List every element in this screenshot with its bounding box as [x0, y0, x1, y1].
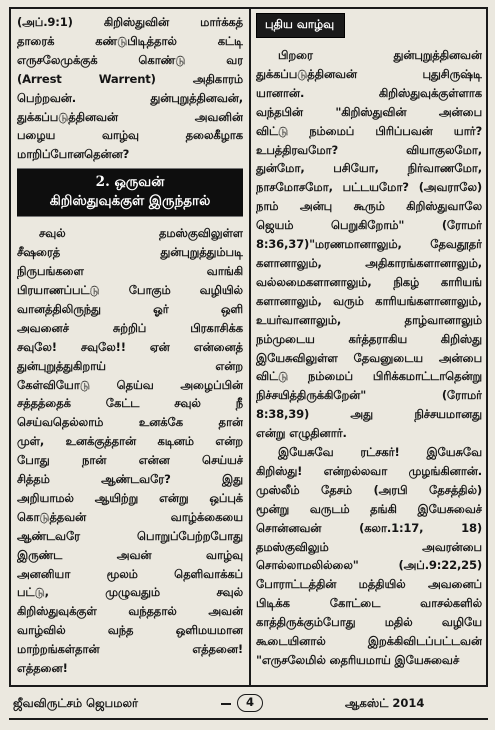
text-line: நம்முடைய கர்த்தராகிய கிறிஸ்து — [256, 331, 482, 346]
right-column — [256, 13, 482, 670]
text-line: ஜெயம் பெறுகிறோம்" (ரோமர் — [256, 218, 482, 233]
text-line: தமஸ்குவிலும் அவரன்பை — [256, 539, 482, 554]
text-line: பிடிக்க கோட்டை வாசல்களில் — [256, 596, 482, 611]
text-line: 8:38,39) அது நிச்சயமானது — [256, 407, 482, 422]
text-line: வல்லமைகளானாலும், நிகழ் காரியங் — [256, 274, 482, 289]
text-line: களானாலும், வரும் காரியங்களானாலும், — [256, 293, 482, 308]
text-line: முஸ்லீம் தேசம் (அரபி தேசத்தில்) — [256, 482, 482, 497]
text-line: முள், உனக்குத்தான் கடினம் என்ற — [17, 434, 243, 449]
text-line: போராட்டத்தின் மத்தியில் அவனைப் — [256, 577, 482, 592]
body-paragraph — [17, 224, 243, 678]
text-line: இயேசுவே ரட்சகர்! இயேசுவே — [278, 445, 482, 460]
text-line: ஆண்டவரே பொறுப்பேற்றபோது — [17, 528, 243, 543]
text-line: சவுல் தமஸ்குவிலுள்ள — [39, 226, 243, 241]
right-paragraph — [256, 46, 482, 670]
text-line: மூன்று வருடம் தங்கி இயேசுவைச் — [256, 501, 482, 516]
text-line: எருசலேமுக்குக் கொண்டு வர — [17, 52, 243, 67]
text-line: செய்வதெல்லாம் உனக்கே தான் — [17, 415, 243, 430]
text-line: (அப்.9:1) கிறிஸ்துவின் மார்க்கத் — [17, 15, 243, 29]
text-line: சத்தத்தைக் கேட்ட சவுல் நீ — [17, 396, 243, 411]
text-line: பிறரை துன்புறுத்தினவன் — [278, 48, 482, 62]
text-line: யானான். கிறிஸ்துவுக்குள்ளாக — [256, 85, 482, 100]
text-line: சீஷரைத் துன்புறுத்தும்படி — [17, 245, 243, 260]
issue-date: ஆகஸ்ட் 2014 — [345, 696, 425, 710]
text-line: துன்மோ, பசியோ, நிர்வாணமோ, — [256, 161, 482, 176]
text-line: துன்புறுத்துகிறாய் என்ற — [17, 358, 243, 373]
text-line: எத்தனை! — [17, 661, 68, 676]
text-line: காத்திருக்கும்போது மதில் வழியே — [256, 615, 482, 630]
footer-dash — [221, 703, 231, 705]
text-line: "எருசலேமில் தைரியமாய் இயேசுவைச் — [256, 653, 460, 667]
text-line: மாறிப்போனதென்ன? — [17, 147, 130, 162]
text-line: கிறிஸ்துவுக்குள் வந்ததால் அவன் — [17, 604, 243, 619]
text-line: களானாலும், அதிகாரங்களானாலும், — [256, 255, 482, 270]
text-line: அவனைச் சுற்றிப் பிரகாசிக்க — [17, 320, 243, 335]
text-line: என்று எழுதினார். — [256, 426, 347, 441]
text-line: (Arrest Warrent) அதிகாரம் — [17, 71, 243, 86]
text-line: துக்கப்படுத்தினவன் அவனின் — [17, 109, 243, 124]
intro-paragraph — [17, 13, 243, 164]
text-line: உயர்வானாலும், தாழ்வானாலும் — [256, 312, 482, 327]
left-column — [17, 13, 243, 678]
text-line: கொடுத்தவன் வாழ்க்கையை — [17, 509, 243, 524]
text-line: கிறிஸ்து! என்றல்லவா முழங்கினான். — [256, 463, 482, 478]
text-line: விட்டு நம்மைப் பிரிக்கமாட்டாதென்று — [256, 369, 482, 384]
text-line: சொன்னவன் (கலா.1:17, 18) — [256, 520, 482, 535]
section-heading-line2: கிறிஸ்துவுக்குள் இருந்தால் — [49, 193, 211, 210]
text-line: வாழ்வில் வந்த ஒளிமயமான — [17, 623, 243, 638]
right-column-heading: புதிய வாழ்வு — [256, 13, 345, 38]
text-line: சொல்லாமலில்லை" (அப்.9:22,25) — [256, 558, 482, 573]
text-line: போது நான் என்ன செய்யச் — [17, 453, 243, 468]
text-line: அறியாமல் ஆயிற்று என்று ஒப்புக் — [17, 490, 243, 505]
text-line: மாற்றங்கள்தான் எத்தனை! — [17, 642, 243, 657]
text-line: கேள்வியோடு தெய்வ அழைப்பின் — [17, 377, 243, 392]
column-divider — [249, 9, 251, 685]
text-line: வந்தபின் "கிறிஸ்துவின் அன்பை — [256, 104, 482, 119]
text-line: பழைய வாழ்வு தலைகீழாக — [17, 128, 243, 143]
article-frame — [9, 7, 488, 687]
text-line: பிரயாணப்பட்டு போகும் வழியில் — [17, 282, 243, 297]
text-line: தாரைக் கண்டுபிடித்தால் கட்டி — [17, 33, 243, 48]
magazine-name: ஜீவவிருட்சம் ஜெபமலர் — [13, 696, 139, 710]
text-line: அனனியா மூலம் தெளிவாக்கப் — [17, 566, 243, 581]
section-heading — [17, 169, 243, 216]
text-line: இருண்ட அவன் வாழ்வு — [17, 547, 243, 562]
text-line: 8:36,37)"மரணமானாலும், தேவதூதர் — [256, 237, 482, 252]
section-heading-line1: 2. ஒருவன் — [95, 174, 165, 191]
text-line: இயேசுவிலுள்ள தேவனுடைய அன்பை — [256, 350, 482, 365]
text-line: வானத்திலிருந்து ஓர் ஒளி — [17, 301, 243, 316]
text-line: நிருபங்களை வாங்கி — [17, 264, 243, 279]
text-line: பெற்றவன். துன்புறுத்தினவன், — [17, 90, 243, 105]
text-line: நாம் அன்பு கூரும் கிறிஸ்துவாலே — [256, 199, 482, 214]
text-line: சவுலே! சவுலே!! ஏன் என்னைத் — [17, 339, 243, 354]
page-number: 4 — [237, 694, 263, 712]
text-line: பட்டு, முழுவதும் சவுல் — [17, 585, 243, 600]
text-line: உபத்திரவமோ? வியாகுலமோ, — [256, 142, 482, 157]
text-line: சித்தம் ஆண்டவரே? இது — [17, 472, 243, 487]
text-line: கூடையினால் இறக்கிவிடப்பட்டவன் — [256, 634, 482, 649]
text-line: நாசமோசமோ, பட்டயமோ? (அவராலே) — [256, 180, 482, 195]
text-line: விட்டு நம்மைப் பிரிப்பவன் யார்? — [256, 123, 482, 138]
text-line: துக்கப்படுத்தினவன் புதுசிருஷ்டி — [256, 66, 482, 81]
page-footer — [9, 690, 488, 720]
text-line: நிச்சயித்திருக்கிறேன்" (ரோமர் — [256, 388, 482, 403]
